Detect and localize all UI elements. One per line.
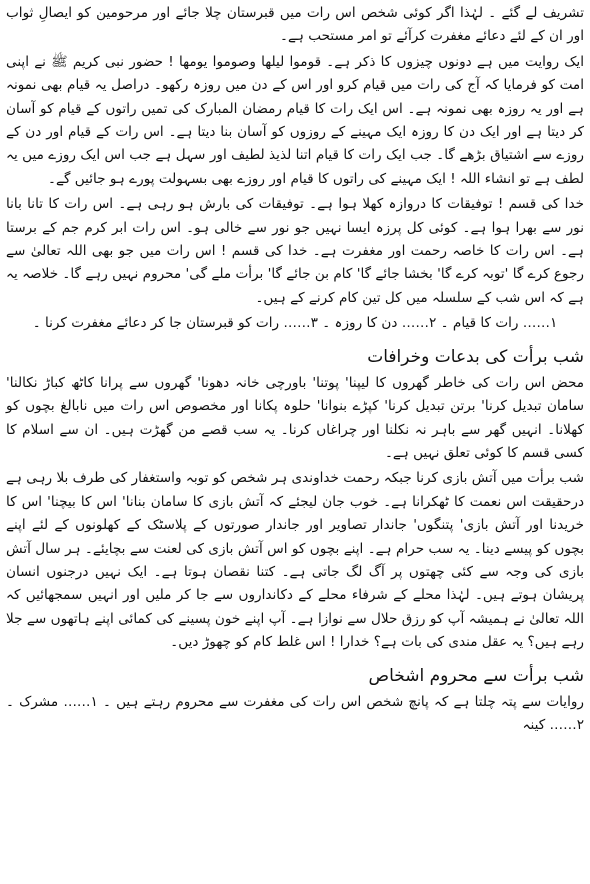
three-deeds-list: ۱…… رات کا قیام ۔ ۲…… دن کا روزہ ۔ ۳…… رات کو قبرستان جا کر دعائے مغفرت کرنا ۔ (32, 315, 558, 332)
paragraph-1: تشریف لے گئے ۔ لہٰذا اگر کوئی شخص اس رات میں قبرستان چلا جائے اور مرحومین کو ایصالِ ثواب اور ان کے لئے دعائے مغفرت کرآئے تو امر مستحب ہے۔ (6, 5, 584, 45)
paragraph-6: روایات سے پتہ چلتا ہے کہ پانچ شخص اس رات کی مغفرت سے محروم رہتے ہیں ۔ ۱…… مشرک ۔ ۲…… کینہ (6, 693, 584, 733)
section-heading-innovations: شب برأت کی بدعات وخرافات (367, 346, 584, 367)
document-page (6, 2, 584, 882)
paragraph-3: خدا کی قسم ! توفیقات کا دروازہ کھلا ہوا ہے۔ توفیقات کی بارش ہو رہی ہے۔ اس رات کا تانا بانا نور سے بھرا ہوا ہے۔ کوئی کل پرزہ ایسا نہیں جو نور سے خالی ہو۔ اس رات ابر کرم جم کے برستا ہے۔ اس رات کا خاصہ رحمت اور مغفرت ہے۔ خدا کی قسم ! اس رات میں جو بھی اللہ تعالیٰ سے رجوع کرے گا 'توبہ کرے گا' بخشا جائے گا' کام بن جائے گا' برأت ملے گی' محروم نہیں رہے گا۔ خلاصہ یہ ہے کہ اس شب کے سلسلہ میں کل تین کام کرنے کے ہیں۔ (6, 196, 584, 306)
paragraph-4: محض اس رات کی خاطر گھروں کا لیپنا' پوتنا' باورچی خانہ دھونا' گھروں سے پرانا کاٹھ کباڑ نکالنا' سامان تبدیل کرنا' برتن تبدیل کرنا' کپڑے بنوانا' حلوہ پکانا اور مخصوص اس رات میں نابالغ بچوں کو کھلانا۔ انہیں گھر سے باہر نہ نکلنا اور چراغاں کرنا۔ یہ سب قصے من گھڑت ہیں۔ ان سے اسلام کا کسی قسم کا کوئی تعلق نہیں ہے۔ (6, 374, 584, 461)
paragraph-2: ایک روایت میں ہے دونوں چیزوں کا ذکر ہے۔ قوموا لیلھا وصوموا یومھا ! حضور نبی کریم ﷺ نے اپنی امت کو فرمایا کہ آج کی رات میں قیام کرو اور اس کے دن میں روزہ رکھو۔ دراصل یہ قیام بھی نمونہ ہے اور یہ روزہ بھی نمونہ ہے۔ اس ایک رات کا قیام رمضان المبارک کی تمیں راتوں کے قیام کو آسان کر دیتا ہے اور ایک دن کا روزہ ایک مہینے کے روزوں کو آسان بنا دیتا ہے۔ اس رات کے قیام اور دن کے روزے سے اشتیاق بڑھے گا۔ جب ایک رات کا قیام اتنا لذیذ لطیف اور سہل ہے جب اس ایک روزے میں یہ لطف ہے تو انشاء اللہ ! ایک مہینے کی راتوں کا قیام اور روزے بھی بسہولت پورے ہو جائیں گے۔ (6, 53, 584, 187)
paragraph-5: شب برأت میں آتش بازی کرنا جبکہ رحمت خداوندی ہر شخص کو توبہ واستغفار کی طرف بلا رہی ہے درحقیقت اس نعمت کا ٹھکرانا ہے۔ خوب جان لیجئے کہ آتش بازی کا سامان بنانا' اس کا بیچنا' اس کا خریدنا اور آتش بازی' پتنگوں' جاندار تصاویر اور جاندار صورتوں کے پلاسٹک کے کھلونوں کے لئے اپنے بچوں کو پیسے دینا۔ یہ سب حرام ہے۔ اپنے بچوں کو اس آتش بازی کی لعنت سے بچایئے۔ ہر سال آتش بازی کی وجہ سے کئی چھتوں پر آگ لگ جاتی ہے۔ کتنا نقصان ہوتا ہے۔ ایک نہیں درجنوں انسان پریشان ہوتے ہیں۔ لہٰذا محلے کے شرفاء محلے کے دکانداروں سے جا کر ملیں اور انہیں سمجھائیں کہ اللہ تعالیٰ نے ہمیشہ آپ کو رزق حلال سے نوازا ہے۔ آپ اپنے خون پسینے کی کمائی اپنے ہاتھوں سے جلا رہے ہیں؟ یہ عقل مندی کی بات ہے؟ خدارا ! اس غلط کام کو چھوڑ دیں۔ (6, 470, 584, 651)
section-heading-deprived-persons: شب برأت سے محروم اشخاص (368, 665, 584, 686)
